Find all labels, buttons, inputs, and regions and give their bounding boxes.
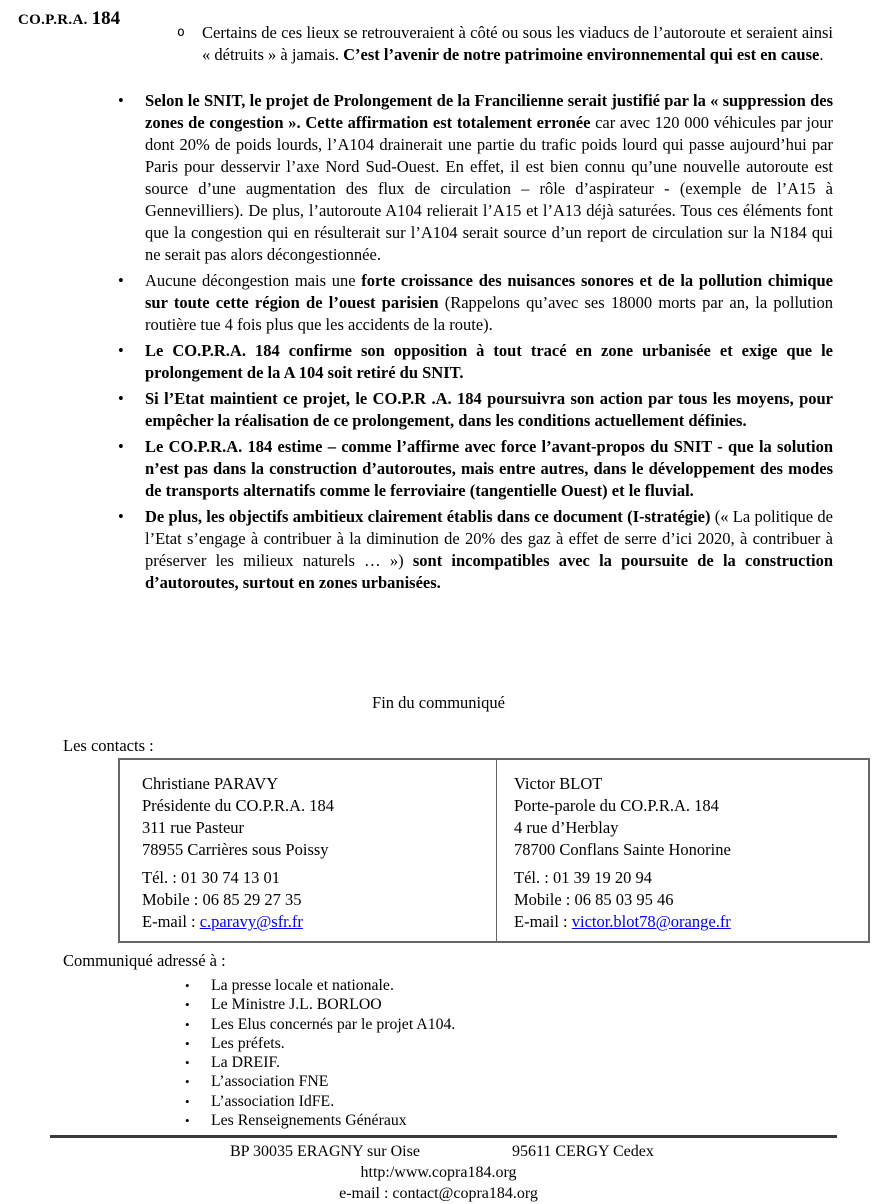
bullet-item: [0, 388, 877, 432]
contact-name: Christiane PARAVY: [142, 774, 279, 793]
distribution-item: [0, 1111, 877, 1130]
org-acronym: CO.P.R.A.: [18, 12, 88, 28]
contact-card-blot: [496, 760, 868, 941]
body-bullet-list: [0, 22, 877, 598]
circle-bullet-marker: o: [177, 25, 185, 40]
disc-bullet-marker: •: [118, 507, 124, 526]
contact-role: Présidente du CO.P.R.A. 184: [142, 796, 335, 815]
contact-name: Victor BLOT: [514, 774, 603, 793]
distribution-item: [0, 1092, 877, 1111]
disc-bullet-marker: •: [118, 91, 124, 110]
contacts-label: Les contacts :: [63, 736, 154, 755]
email-link[interactable]: c.paravy@sfr.fr: [199, 912, 303, 931]
contact-phone: Tél. : 01 30 74 13 01: [142, 868, 280, 887]
disc-bullet-marker: •: [118, 389, 124, 408]
bullet-item: [0, 270, 877, 336]
contact-street: 4 rue d’Herblay: [514, 818, 619, 837]
disc-bullet-marker: •: [185, 1016, 190, 1032]
contact-mobile: Mobile : 06 85 03 95 46: [514, 890, 674, 909]
distribution-item: [0, 976, 877, 995]
bullet-text: Aucune décongestion mais une forte croissance des nuisances sonores et de la pollution chimique sur toute cette région de l’ouest parisien (Rappelons qu’avec ses 18000 morts par an, la pollution routière tue 4 fois plus que les accidents de la route).: [145, 271, 833, 334]
fin-line: Fin du communiqué: [372, 693, 505, 712]
distribution-item-text: Les préfets.: [211, 1034, 285, 1052]
bullet-item: [0, 340, 877, 384]
footer-email: e-mail : contact@copra184.org: [339, 1185, 538, 1202]
disc-bullet-marker: •: [118, 271, 124, 290]
disc-bullet-marker: •: [185, 978, 190, 993]
distribution-item-text: L’association IdFE.: [211, 1092, 335, 1110]
bullet-text: De plus, les objectifs ambitieux clairement établis dans ce document (I-stratégie) (« La politique de l’Etat s’engage à contribuer à la diminution de 20% des gaz à effet de serre d’ici 2020, à contribuer à préserver les milieux naturels … ») sont incompatibles avec la poursuite de la construction d’autoroutes, surtout en zones urbanisées.: [145, 507, 834, 592]
disc-bullet-marker: •: [185, 1035, 190, 1051]
contact-city: 78700 Conflans Sainte Honorine: [514, 840, 731, 859]
distribution-item-text: Les Renseignements Généraux: [211, 1112, 407, 1130]
bullet-text: Le CO.P.R.A. 184 estime – comme l’affirme avec force l’avant-propos du SNIT - que la solution n’est pas dans la construction d’autoroutes, mais entre autres, dans le développement des modes de transports alternatifs comme le ferroviaire (tangentielle Ouest) et le fluvial.: [145, 437, 833, 500]
bullet-text: Si l’Etat maintient ce projet, le CO.P.R .A. 184 poursuivra son action par tous les moyens, pour empêcher la réalisation de ce prolongement, dans les conditions actuellement définies.: [145, 389, 833, 430]
distribution-item: [0, 1053, 877, 1072]
distribution-item: [0, 1034, 877, 1053]
contact-city: 78955 Carrières sous Poissy: [142, 840, 329, 859]
contact-phone: Tél. : 01 39 19 20 94: [514, 868, 652, 887]
contact-street: 311 rue Pasteur: [142, 818, 245, 837]
email-link[interactable]: victor.blot78@orange.fr: [571, 912, 731, 931]
disc-bullet-marker: •: [185, 1055, 190, 1071]
distribution-item: [0, 1072, 877, 1091]
contacts-table: [118, 758, 870, 943]
footer-bp-address: BP 30035 ERAGNY sur Oise: [230, 1143, 420, 1160]
distribution-label: Communiqué adressé à :: [63, 951, 226, 970]
distribution-item-text: L’association FNE: [211, 1073, 329, 1091]
footer: [0, 1141, 877, 1204]
distribution-item: [0, 995, 877, 1014]
bullet-text: Selon le SNIT, le projet de Prolongement de la Francilienne serait justifié par la « suppression des zones de congestion ». Cette affirmation est totalement erronée car avec 120 000 véhicules par jour dont 20% de poids lourds, l’A104 drainerait une partie du trafic poids lourd qui passe aujourd’hui par Paris pour desservir l’axe Nord Sud-Ouest. En effet, il est bien connu qu’une nouvelle autoroute est source d’une augmentation des flux de circulation – rôle d’aspirateur - (exemple de l’A15 à Gennevilliers). De plus, l’autoroute A104 relierait l’A15 et l’A13 déjà saturées. Tous ces éléments font que la congestion qui en résulterait sur l’A104 serait source d’un report de circulation sur la N184 qui ne serait pas alors décongestionnée.: [145, 91, 833, 264]
distribution-item-text: Le Ministre J.L. BORLOO: [211, 996, 382, 1014]
distribution-item-text: Les Elus concernés par le projet A104.: [211, 1015, 456, 1033]
contact-role: Porte-parole du CO.P.R.A. 184: [514, 796, 719, 815]
distribution-item-text: La presse locale et nationale.: [211, 977, 394, 994]
distribution-item: [0, 1015, 877, 1034]
bullet-text: Certains de ces lieux se retrouveraient à côté ou sous les viaducs de l’autoroute et seraient ainsi « détruits » à jamais. C’est l’avenir de notre patrimoine environnemental qui est en cause.: [202, 23, 833, 64]
footer-url: http:/www.copra184.org: [360, 1164, 517, 1181]
org-number: 184: [91, 8, 121, 29]
disc-bullet-marker: •: [185, 1074, 190, 1090]
disc-bullet-marker: •: [185, 1093, 190, 1109]
contact-email-line: E-mail : victor.blot78@orange.fr: [514, 912, 731, 931]
footer-cergy-address: 95611 CERGY Cedex: [511, 1143, 654, 1160]
disc-bullet-marker: •: [185, 997, 190, 1013]
contact-mobile: Mobile : 06 85 29 27 35: [142, 890, 302, 909]
distribution-list: [0, 976, 877, 1130]
bullet-item: [0, 22, 877, 66]
bullet-item: [0, 90, 877, 266]
contact-email-line: E-mail : c.paravy@sfr.fr: [142, 912, 303, 931]
bullet-item: [0, 506, 877, 594]
disc-bullet-marker: •: [118, 341, 124, 360]
contact-card-paravy: [120, 760, 496, 941]
disc-bullet-marker: •: [185, 1113, 190, 1129]
bullet-text: Le CO.P.R.A. 184 confirme son opposition à tout tracé en zone urbanisée et exige que le prolongement de la A 104 soit retiré du SNIT.: [145, 341, 833, 382]
footer-divider: [50, 1135, 837, 1138]
bullet-item: [0, 436, 877, 502]
disc-bullet-marker: •: [118, 437, 124, 456]
distribution-item-text: La DREIF.: [211, 1054, 280, 1072]
footer-address-line: [0, 1141, 877, 1162]
